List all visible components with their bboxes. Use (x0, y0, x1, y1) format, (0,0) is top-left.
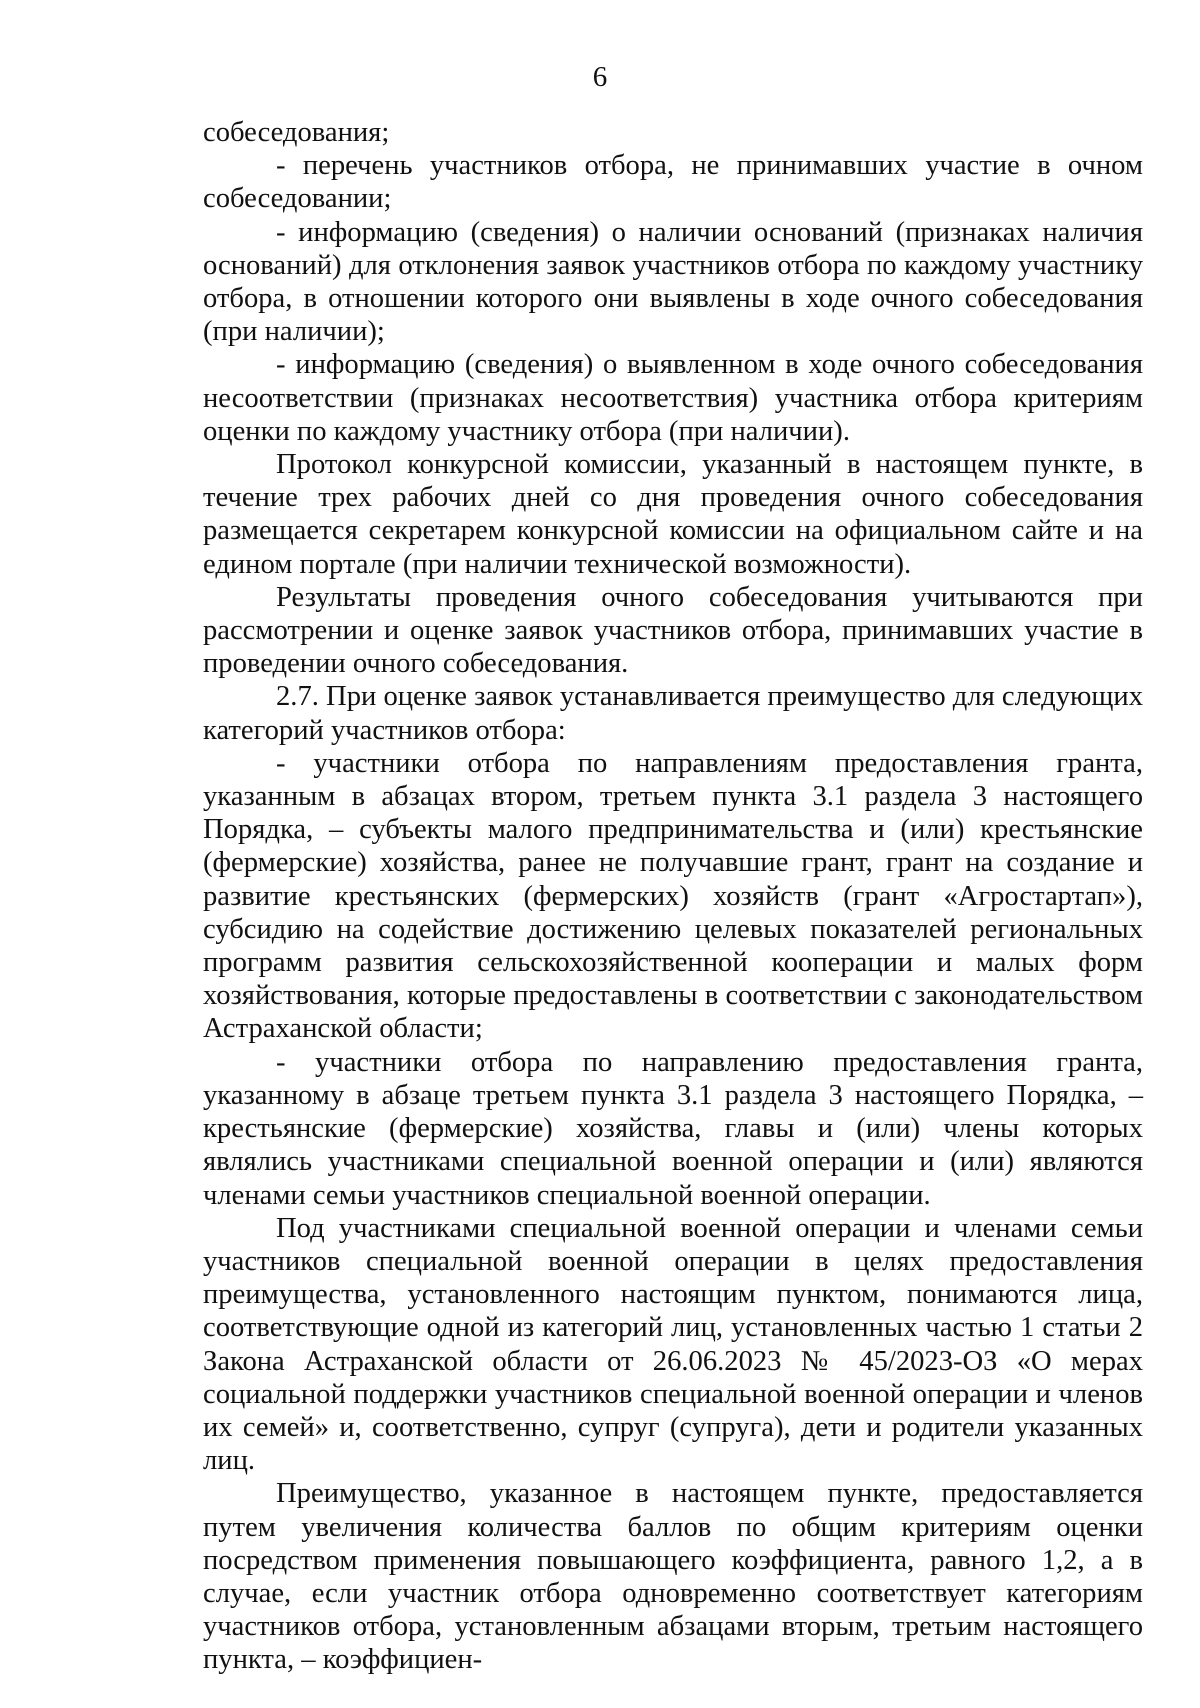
paragraph-section-2-7: 2.7. При оценке заявок устанавливается преимущество для следующих категорий участников отбора: (203, 681, 1143, 746)
list-item-noncompliance: - информацию (сведения) о выявленном в ходе очного собеседования несоответствии (признаках несоответствия) участника отбора критериям оценки по каждому участнику отбора (при наличии). (203, 349, 1143, 447)
list-item-small-business: - участники отбора по направлениям предоставления гранта, указанным в абзацах втором, третьем пункта 3.1 раздела 3 настоящего Порядка, – субъекты малого предпринимательства и (или) крестьянские (фермерские) хозяйства, ранее не получавшие грант, грант на создание и развитие крестьянских (фермерских) хозяйств (грант «Агростартап»), субсидию на содействие достижению целевых показателей региональных программ развития сельскохозяйственной кооперации и малых форм хозяйствования, которые предоставлены в соответствии с законодательством Астраханской области; (203, 747, 1143, 1045)
paragraph-protocol: Протокол конкурсной комиссии, указанный в настоящем пункте, в течение трех рабочих дней со дня проведения очного собеседования размещается секретарем конкурсной комиссии на официальном сайте и на едином портале (при наличии технической возможности). (203, 449, 1143, 580)
page-number: 6 (592, 61, 608, 93)
paragraph-continuation: собеседования; (203, 117, 390, 148)
paragraph-advantage-coefficient: Преимущество, указанное в настоящем пункте, предоставляется путем увеличения количества баллов по общим критериям оценки посредством применения повышающего коэффициента, равного 1,2, а в случае, если участник отбора одновременно соответствует категориям участников отбора, установленным абзацами вторым, третьим настоящего пункта, – коэффициен- (203, 1478, 1143, 1676)
list-item-rejection-grounds: - информацию (сведения) о наличии оснований (признаках наличия оснований) для отклонения заявок участников отбора по каждому участнику отбора, в отношении которого они выявлены в ходе очного собеседования (при наличии); (203, 216, 1143, 348)
list-item-svo-farms: - участники отбора по направлению предоставления гранта, указанному в абзаце третьем пункта 3.1 раздела 3 настоящего Порядка, – крестьянские (фермерские) хозяйства, главы и (или) члены которых являлись участниками специальной военной операции и (или) являются членами семьи участников специальной военной операции. (203, 1046, 1143, 1211)
paragraph-results: Результаты проведения очного собеседования учитываются при рассмотрении и оценке заявок участников отбора, принимавших участие в проведении очного собеседования. (203, 581, 1143, 680)
paragraph-svo-definition: Под участниками специальной военной операции и членами семьи участников специальной военной операции в целях предоставления преимущества, установленного настоящим пунктом, понимаются лица, соответствующие одной из категорий лиц, установленных частью 1 статьи 2 Закона Астраханской области от 26.06.2023 № 45/2023-ОЗ «О мерах социальной поддержки участников специальной военной операции и членов их семей» и, соответственно, супруг (супруга), дети и родители указанных лиц. (203, 1212, 1143, 1477)
list-item-nonparticipants: - перечень участников отбора, не принимавших участие в очном собеседовании; (203, 150, 1143, 215)
document-body (203, 116, 1143, 1677)
